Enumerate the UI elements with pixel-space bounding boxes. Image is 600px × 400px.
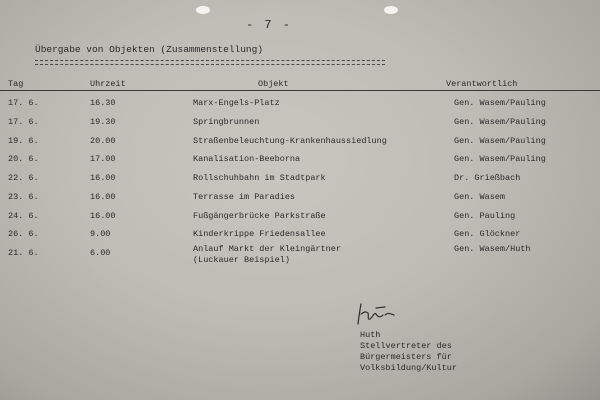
cell-responsible: Gen. Glöckner [454, 229, 521, 239]
cell-day: 24. 6. [8, 211, 39, 221]
cell-time: 16.00 [90, 173, 116, 183]
cell-day: 26. 6. [8, 229, 39, 239]
punch-hole [196, 6, 210, 14]
cell-responsible: Gen. Wasem/Huth [454, 244, 531, 254]
cell-object-line2: (Luckauer Beispiel) [193, 255, 290, 265]
header-divider [0, 90, 600, 91]
cell-object: Springbrunnen [193, 117, 260, 127]
cell-time: 9.00 [90, 229, 111, 239]
cell-object: Kinderkrippe Friedensallee [193, 229, 326, 239]
page-number: - 7 - [246, 18, 293, 32]
cell-day: 20. 6. [8, 154, 39, 164]
cell-responsible: Gen. Wasem/Pauling [454, 98, 546, 108]
punch-hole [384, 6, 398, 14]
cell-responsible: Dr. Grießbach [454, 173, 521, 183]
cell-object: Rollschuhbahn im Stadtpark [193, 173, 326, 183]
signer-title-line3: Volksbildung/Kultur [360, 363, 457, 373]
cell-day: 21. 6. [8, 248, 39, 258]
signer-title-line1: Stellvertreter des [360, 341, 452, 351]
column-header-time: Uhrzeit [90, 79, 126, 89]
cell-responsible: Gen. Wasem [454, 192, 506, 202]
cell-time: 16.30 [90, 98, 116, 108]
cell-object: Marx-Engels-Platz [193, 98, 280, 108]
column-header-responsible: Verantwortlich [446, 79, 518, 89]
cell-object: Kanalisation-Beeborna [193, 154, 301, 164]
cell-object: Fußgängerbrücke Parkstraße [193, 211, 326, 221]
signer-title-line2: Bürgermeisters für [360, 352, 452, 362]
cell-object: Anlauf Markt der Kleingärtner [193, 244, 341, 254]
cell-time: 16.00 [90, 192, 116, 202]
handwritten-signature [350, 300, 410, 330]
cell-day: 17. 6. [8, 117, 39, 127]
column-header-object: Objekt [258, 79, 289, 89]
cell-responsible: Gen. Wasem/Pauling [454, 117, 546, 127]
cell-object: Terrasse im Paradies [193, 192, 296, 202]
cell-day: 17. 6. [8, 98, 39, 108]
title-underline [35, 60, 385, 65]
cell-responsible: Gen. Pauling [454, 211, 516, 221]
cell-time: 20.00 [90, 136, 116, 146]
cell-responsible: Gen. Wasem/Pauling [454, 154, 546, 164]
cell-responsible: Gen. Wasem/Pauling [454, 136, 546, 146]
cell-time: 16.00 [90, 211, 116, 221]
cell-day: 23. 6. [8, 192, 39, 202]
cell-time: 19.30 [90, 117, 116, 127]
cell-time: 17.00 [90, 154, 116, 164]
signer-name: Huth [360, 330, 381, 340]
document-title: Übergabe von Objekten (Zusammenstellung) [35, 44, 264, 55]
column-header-day: Tag [8, 79, 24, 89]
cell-day: 22. 6. [8, 173, 39, 183]
cell-day: 19. 6. [8, 136, 39, 146]
cell-time: 6.00 [90, 248, 111, 258]
cell-object: Straßenbeleuchtung-Krankenhaussiedlung [193, 136, 387, 146]
